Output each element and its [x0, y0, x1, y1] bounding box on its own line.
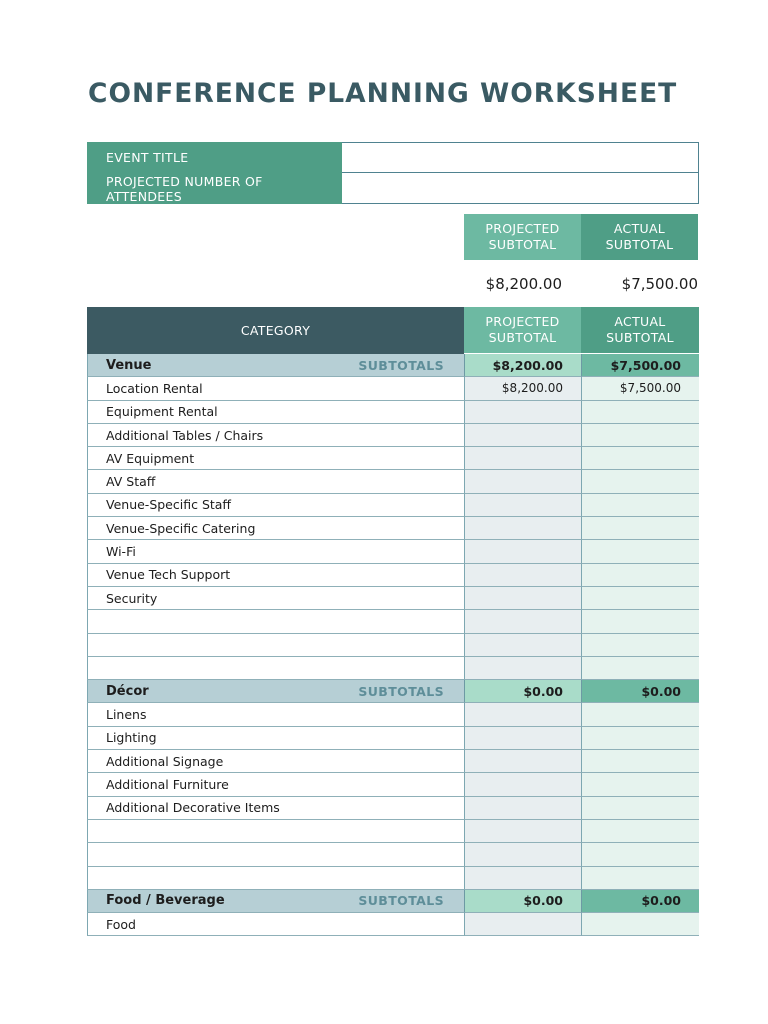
summary-totals — [464, 274, 698, 294]
actual-cell[interactable] — [581, 657, 699, 680]
actual-cell[interactable] — [581, 587, 699, 610]
category-header: CATEGORY — [87, 307, 464, 354]
actual-cell[interactable] — [581, 634, 699, 657]
section-name: Food / Beverage — [106, 893, 225, 909]
actual-cell[interactable] — [581, 843, 699, 866]
table-row — [87, 867, 700, 890]
projected-cell[interactable] — [464, 703, 581, 726]
event-title-label: EVENT TITLE — [87, 142, 342, 173]
table-row — [87, 377, 700, 400]
actual-cell[interactable] — [581, 564, 699, 587]
section-projected-subtotal: $0.00 — [464, 890, 581, 913]
summary-headers — [464, 214, 698, 260]
projected-cell[interactable] — [464, 470, 581, 493]
item-cell[interactable]: Wi-Fi — [87, 540, 464, 563]
table-row — [87, 447, 700, 470]
table-row — [87, 634, 700, 657]
projected-cell[interactable]: $8,200.00 — [464, 377, 581, 400]
actual-cell[interactable] — [581, 517, 699, 540]
table-row — [87, 773, 700, 796]
item-cell[interactable]: AV Equipment — [87, 447, 464, 470]
item-cell[interactable]: Food — [87, 913, 464, 936]
projected-cell[interactable] — [464, 424, 581, 447]
budget-table — [87, 307, 700, 936]
section-name-cell — [87, 890, 464, 913]
projected-cell[interactable] — [464, 447, 581, 470]
attendees-label: PROJECTED NUMBER OF ATTENDEES — [87, 173, 342, 204]
table-row — [87, 913, 700, 936]
item-cell[interactable]: Lighting — [87, 727, 464, 750]
actual-cell[interactable] — [581, 727, 699, 750]
projected-cell[interactable] — [464, 517, 581, 540]
section-name-cell — [87, 680, 464, 703]
actual-cell[interactable] — [581, 750, 699, 773]
projected-grand-total: $8,200.00 — [485, 275, 562, 293]
table-row — [87, 727, 700, 750]
table-row — [87, 540, 700, 563]
table-body — [87, 354, 700, 936]
table-row — [87, 470, 700, 493]
table-row — [87, 587, 700, 610]
item-cell[interactable]: Security — [87, 587, 464, 610]
actual-cell[interactable] — [581, 913, 699, 936]
actual-cell[interactable] — [581, 703, 699, 726]
item-cell[interactable] — [87, 610, 464, 633]
actual-cell[interactable]: $7,500.00 — [581, 377, 699, 400]
projected-cell[interactable] — [464, 727, 581, 750]
actual-cell[interactable] — [581, 470, 699, 493]
projected-cell[interactable] — [464, 494, 581, 517]
section-actual-subtotal: $0.00 — [581, 680, 699, 703]
section-name: Décor — [106, 683, 149, 699]
projected-cell[interactable] — [464, 657, 581, 680]
actual-cell[interactable] — [581, 540, 699, 563]
item-cell[interactable]: Additional Signage — [87, 750, 464, 773]
table-header-row — [87, 307, 700, 354]
table-row — [87, 797, 700, 820]
projected-cell[interactable] — [464, 773, 581, 796]
projected-cell[interactable] — [464, 820, 581, 843]
summary-actual-header: ACTUAL SUBTOTAL — [581, 214, 698, 260]
actual-cell[interactable] — [581, 867, 699, 890]
projected-cell[interactable] — [464, 540, 581, 563]
table-row — [87, 610, 700, 633]
item-cell[interactable]: Venue-Specific Staff — [87, 494, 464, 517]
item-cell[interactable]: Venue Tech Support — [87, 564, 464, 587]
item-cell[interactable] — [87, 657, 464, 680]
table-row — [87, 517, 700, 540]
event-title-row — [87, 142, 699, 173]
section-name: Venue — [106, 357, 152, 373]
projected-header: PROJECTED SUBTOTAL — [464, 307, 581, 353]
projected-cell[interactable] — [464, 401, 581, 424]
table-row — [87, 820, 700, 843]
subtotals-label: SUBTOTALS — [358, 683, 444, 699]
attendees-row — [87, 173, 699, 204]
actual-header: ACTUAL SUBTOTAL — [581, 307, 699, 353]
page-title: CONFERENCE PLANNING WORKSHEET — [88, 78, 678, 109]
projected-cell[interactable] — [464, 634, 581, 657]
attendees-field[interactable] — [342, 173, 699, 204]
item-cell[interactable]: Linens — [87, 703, 464, 726]
item-cell[interactable]: Location Rental — [87, 377, 464, 400]
projected-cell[interactable] — [464, 610, 581, 633]
actual-cell[interactable] — [581, 610, 699, 633]
item-cell[interactable]: AV Staff — [87, 470, 464, 493]
projected-cell[interactable] — [464, 913, 581, 936]
item-cell[interactable]: Additional Decorative Items — [87, 797, 464, 820]
section-row-d-cor — [87, 680, 700, 703]
section-projected-subtotal: $0.00 — [464, 680, 581, 703]
table-row — [87, 703, 700, 726]
item-cell[interactable] — [87, 820, 464, 843]
projected-cell[interactable] — [464, 587, 581, 610]
item-cell[interactable]: Additional Tables / Chairs — [87, 424, 464, 447]
actual-grand-total: $7,500.00 — [621, 275, 698, 293]
table-row — [87, 750, 700, 773]
actual-cell[interactable] — [581, 424, 699, 447]
summary-projected-header: PROJECTED SUBTOTAL — [464, 214, 581, 260]
section-name-cell — [87, 354, 464, 377]
table-row — [87, 401, 700, 424]
actual-cell[interactable] — [581, 820, 699, 843]
projected-cell[interactable] — [464, 797, 581, 820]
projected-cell[interactable] — [464, 867, 581, 890]
projected-cell[interactable] — [464, 750, 581, 773]
section-row-food-beverage — [87, 890, 700, 913]
actual-cell[interactable] — [581, 447, 699, 470]
item-cell[interactable]: Additional Furniture — [87, 773, 464, 796]
event-info-table — [87, 142, 699, 204]
table-row — [87, 843, 700, 866]
table-row — [87, 424, 700, 447]
subtotals-label: SUBTOTALS — [358, 357, 444, 373]
table-row — [87, 494, 700, 517]
item-cell[interactable] — [87, 867, 464, 890]
projected-cell[interactable] — [464, 564, 581, 587]
section-projected-subtotal: $8,200.00 — [464, 354, 581, 377]
actual-cell[interactable] — [581, 773, 699, 796]
subtotals-label: SUBTOTALS — [358, 893, 444, 909]
item-cell[interactable]: Equipment Rental — [87, 401, 464, 424]
actual-cell[interactable] — [581, 494, 699, 517]
projected-cell[interactable] — [464, 843, 581, 866]
actual-cell[interactable] — [581, 401, 699, 424]
section-actual-subtotal: $7,500.00 — [581, 354, 699, 377]
item-cell[interactable] — [87, 843, 464, 866]
table-row — [87, 657, 700, 680]
section-row-venue — [87, 354, 700, 377]
item-cell[interactable]: Venue-Specific Catering — [87, 517, 464, 540]
actual-cell[interactable] — [581, 797, 699, 820]
event-title-field[interactable] — [342, 142, 699, 173]
section-actual-subtotal: $0.00 — [581, 890, 699, 913]
item-cell[interactable] — [87, 634, 464, 657]
table-row — [87, 564, 700, 587]
